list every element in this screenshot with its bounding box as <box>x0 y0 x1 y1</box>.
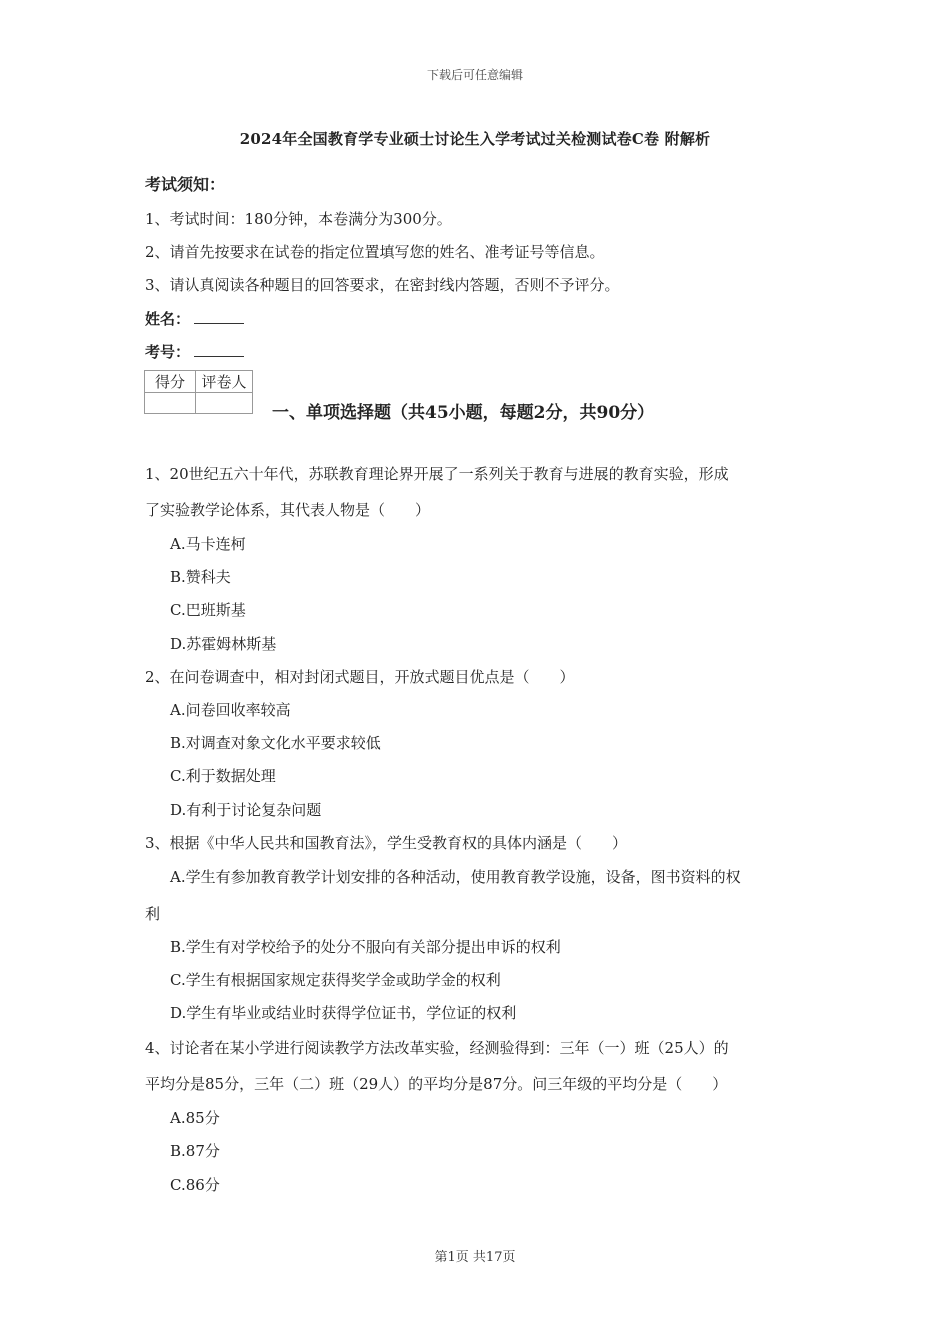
notice-item: 2、请首先按要求在试卷的指定位置填写您的姓名、准考证号等信息。 <box>145 243 605 261</box>
option: D.苏霍姆林斯基 <box>170 635 277 653</box>
id-blank[interactable] <box>194 342 244 357</box>
question-text: 1、20世纪五六十年代，苏联教育理论界开展了一系列关于教育与进展的教育实验，形成 <box>145 465 729 483</box>
option: C.巴班斯基 <box>170 601 246 619</box>
option-continuation: 利 <box>145 905 161 923</box>
id-field <box>145 341 244 362</box>
option: D.有利于讨论复杂问题 <box>170 801 322 819</box>
question-text: 了实验教学论体系，其代表人物是（ ） <box>145 501 431 519</box>
page-title: 2024年全国教育学专业硕士讨论生入学考试过关检测试卷C卷 附解析 <box>239 130 711 148</box>
option: D.学生有毕业或结业时获得学位证书，学位证的权利 <box>170 1004 517 1022</box>
notice-item: 1、考试时间：180分钟，本卷满分为300分。 <box>145 210 452 228</box>
notice-item: 3、请认真阅读各种题目的回答要求，在密封线内答题，否则不予评分。 <box>145 276 620 294</box>
option: C.86分 <box>170 1176 220 1194</box>
option: B.学生有对学校给予的处分不服向有关部分提出申诉的权利 <box>170 938 561 956</box>
notice-heading: 考试须知： <box>145 175 226 194</box>
grader-cell <box>196 393 253 414</box>
header-note: 下载后可任意编辑 <box>426 68 523 82</box>
option: B.对调查对象文化水平要求较低 <box>170 734 381 752</box>
grader-header: 评卷人 <box>196 371 253 393</box>
page-footer: 第1页 共17页 <box>434 1250 516 1265</box>
option: C.利于数据处理 <box>170 767 276 785</box>
score-cell <box>145 393 196 414</box>
option: A.问卷回收率较高 <box>170 701 291 719</box>
option: B.赞科夫 <box>170 568 231 586</box>
id-label: 考号： <box>145 343 191 361</box>
score-header: 得分 <box>145 371 196 393</box>
name-label: 姓名： <box>145 310 191 328</box>
section-title: 一、单项选择题（共45小题，每题2分，共90分） <box>272 403 655 423</box>
question-text: 4、讨论者在某小学进行阅读教学方法改革实验，经测验得到：三年（一）班（25人）的 <box>145 1039 729 1057</box>
name-field <box>145 308 244 329</box>
score-table <box>144 370 253 414</box>
option: A.85分 <box>170 1109 220 1127</box>
option: C.学生有根据国家规定获得奖学金或助学金的权利 <box>170 971 501 989</box>
question-text: 3、根据《中华人民共和国教育法》，学生受教育权的具体内涵是（ ） <box>145 834 628 852</box>
question-text: 平均分是85分，三年（二）班（29人）的平均分是87分。问三年级的平均分是（ ） <box>145 1075 728 1093</box>
option: A.学生有参加教育教学计划安排的各种活动，使用教育教学设施，设备，图书资料的权 <box>170 868 741 886</box>
question-text: 2、在问卷调查中，相对封闭式题目，开放式题目优点是（ ） <box>145 668 575 686</box>
option: B.87分 <box>170 1142 220 1160</box>
option: A.马卡连柯 <box>170 535 246 553</box>
name-blank[interactable] <box>194 309 244 324</box>
